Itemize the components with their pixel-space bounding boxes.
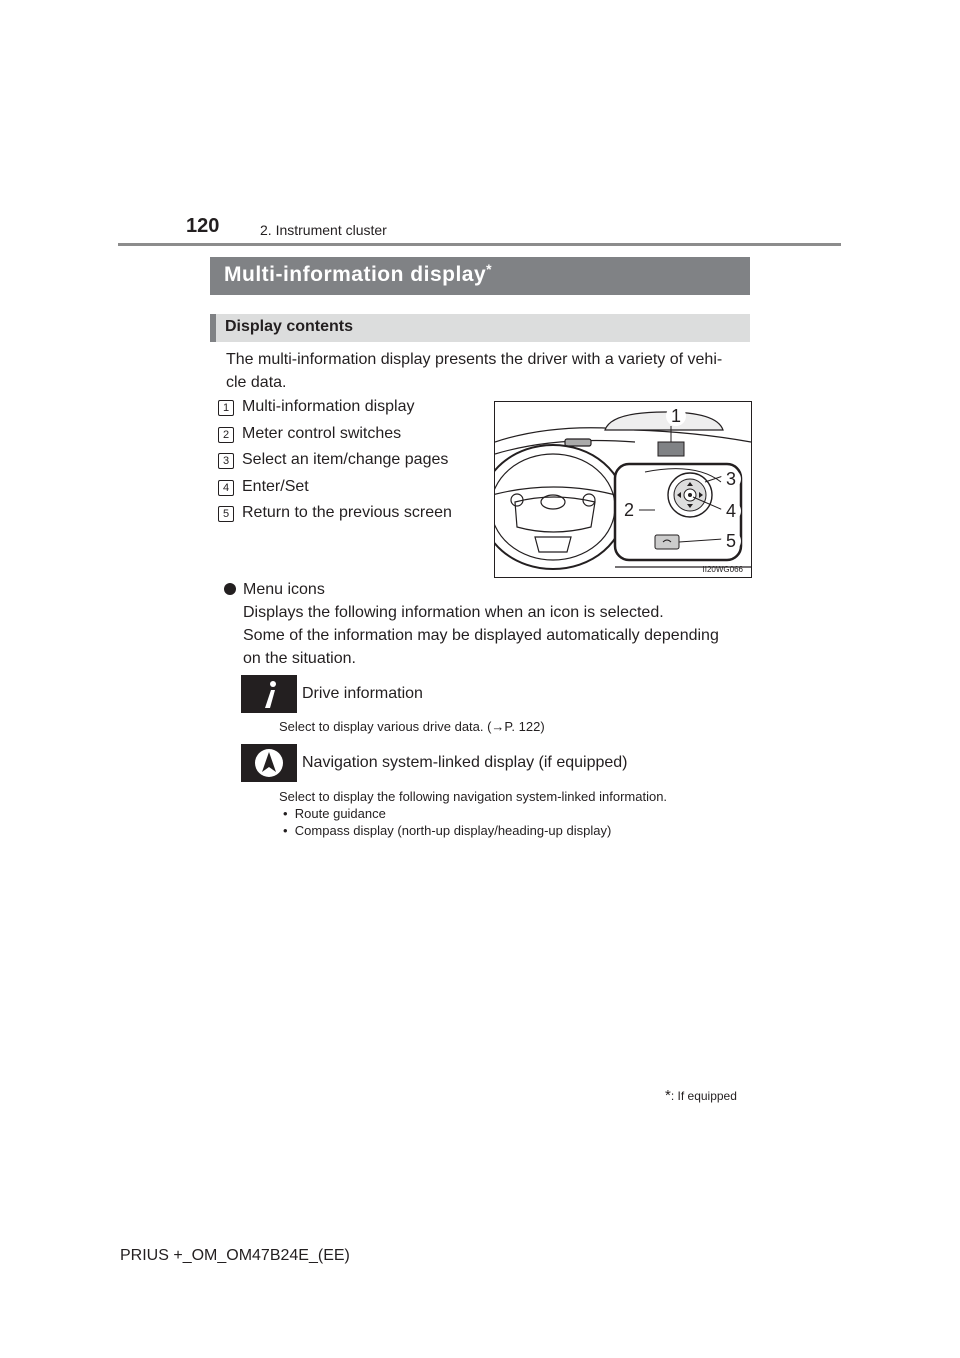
- subsection-title: Display contents: [225, 318, 354, 335]
- callout-number: 4: [218, 480, 234, 496]
- intro-paragraph: [226, 348, 751, 394]
- document-footer: PRIUS +_OM_OM47B24E_(EE): [120, 1247, 350, 1264]
- figure-label-5: 5: [725, 531, 737, 551]
- nav-bullet-route-guidance: [283, 805, 386, 822]
- callout-number: 3: [218, 453, 234, 469]
- menu-icons-title: Menu icons: [243, 581, 325, 598]
- navigation-display-label: Navigation system-linked display (if equipped): [302, 754, 628, 771]
- steering-wheel-illustration: [494, 401, 752, 578]
- bullet-mark: •: [283, 823, 295, 838]
- menu-icons-desc-line-3: on the situation.: [243, 650, 356, 667]
- section-title-text: Multi-information display: [224, 263, 487, 286]
- bullet-dot-icon: [224, 583, 236, 595]
- navigation-display-desc: Select to display the following navigation system-linked information.: [279, 789, 668, 804]
- footnote: [665, 1087, 737, 1104]
- header-rule: [118, 243, 841, 246]
- callout-label: Return to the previous screen: [242, 504, 452, 521]
- menu-icons-desc-line-2: Some of the information may be displayed automatically depending: [243, 627, 719, 644]
- bullet-mark: •: [283, 806, 295, 821]
- figure-label-3: 3: [725, 469, 737, 489]
- intro-line-1: The multi-information display presents the driver with a variety of vehi-: [226, 351, 723, 368]
- chapter-title: 2. Instrument cluster: [260, 222, 387, 238]
- callout-label: Multi-information display: [242, 398, 415, 415]
- callout-label: Select an item/change pages: [242, 451, 449, 468]
- nav-bullet-compass-display: [283, 822, 611, 839]
- callout-label: Enter/Set: [242, 478, 309, 495]
- subsection-bar: [210, 314, 750, 342]
- menu-icons-description: [243, 601, 763, 670]
- if-equipped-mark: *: [486, 261, 493, 277]
- callout-label: Meter control switches: [242, 425, 402, 442]
- section-title: [224, 261, 493, 287]
- compass-display-text: Compass display (north-up display/heading-up display): [294, 823, 612, 838]
- navigation-arrow-icon: [241, 744, 297, 782]
- callout-number: 2: [218, 427, 234, 443]
- figure-label-1: 1: [670, 406, 682, 426]
- menu-icons-desc-line-1: Displays the following information when an icon is selected.: [243, 604, 664, 621]
- footnote-text: : If equipped: [670, 1089, 737, 1103]
- drive-information-label: Drive information: [302, 685, 423, 702]
- drive-information-desc: Select to display various drive data. (→P. 122): [279, 719, 545, 734]
- figure-code: II20WG066: [702, 565, 743, 574]
- route-guidance-text: Route guidance: [294, 806, 386, 821]
- section-title-bar: [210, 257, 750, 295]
- footnote-mark: *: [665, 1087, 671, 1104]
- callout-number: 5: [218, 506, 234, 522]
- callout-number: 1: [218, 400, 234, 416]
- page-number: 120: [186, 215, 220, 237]
- subsection-accent: [210, 314, 216, 342]
- info-i-icon: [241, 675, 297, 713]
- figure-label-2: 2: [623, 500, 635, 520]
- figure-label-4: 4: [725, 501, 737, 521]
- intro-line-2: cle data.: [226, 374, 287, 391]
- dashboard-drawing: [495, 402, 751, 577]
